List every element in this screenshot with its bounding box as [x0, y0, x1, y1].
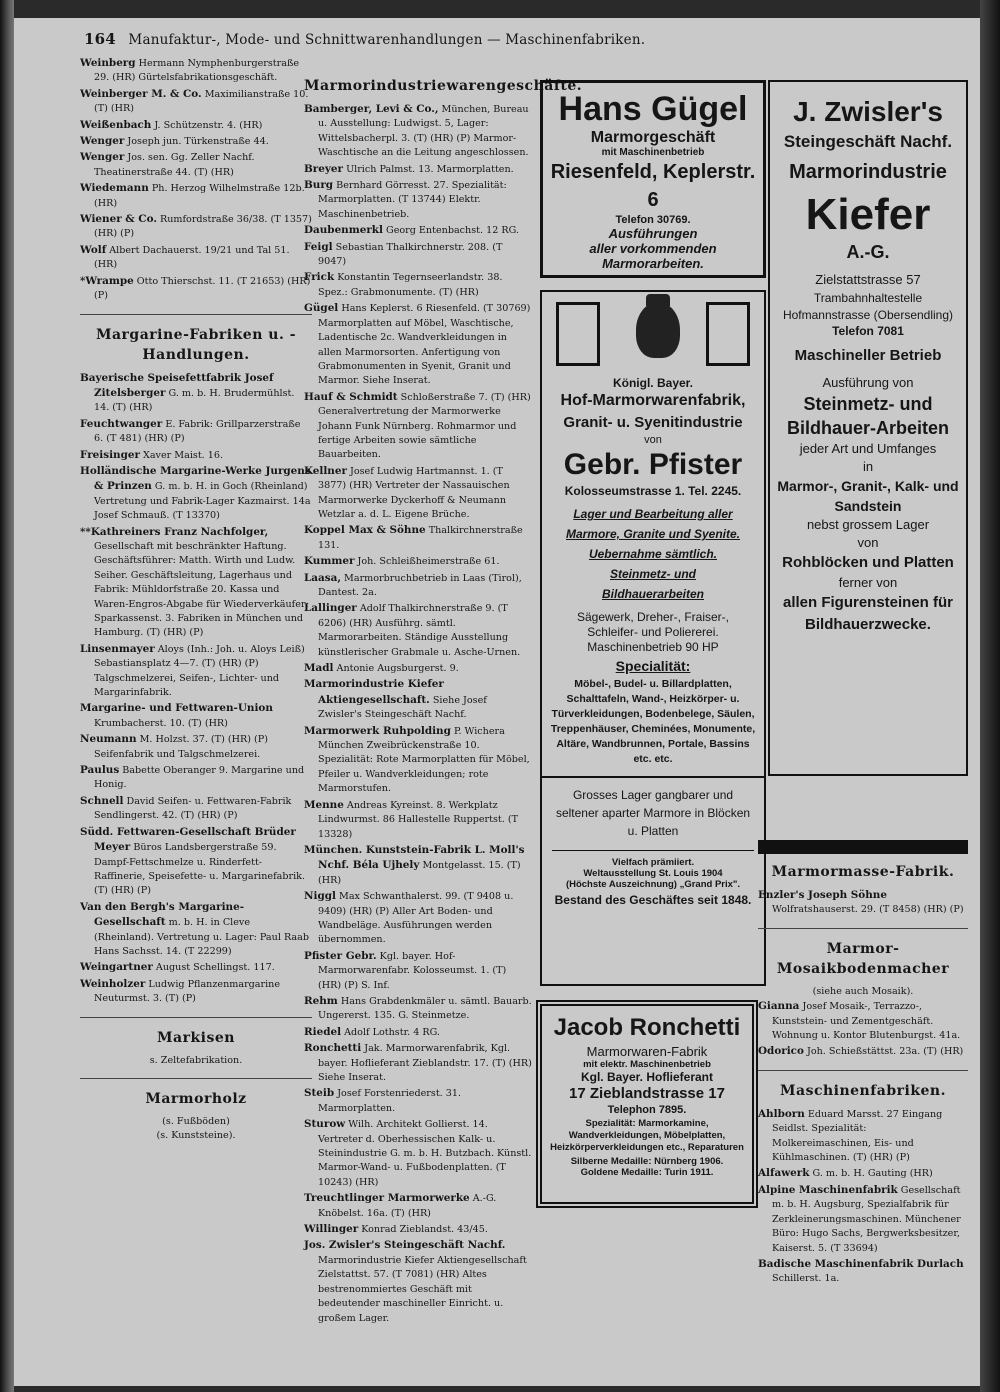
- entry-text: Siehe Josef Zwisler's Steingeschäft Nachf.: [318, 694, 487, 721]
- entry-text: Hans Keplerst. 6 Riesenfeld. (T 30769) Marmorplatten auf Möbel, Waschtische, Ladentische 2c. Wandverkleidungen in allen Marmorsorten. Anfertigung von Grabmonumenten in Syenit, Granit und Marmor. Siehe Inserat.: [318, 303, 531, 387]
- list-item: [80, 794, 312, 824]
- list-item: [80, 87, 312, 117]
- entry-name: Neumann: [80, 733, 137, 746]
- list-item: [304, 677, 532, 722]
- ad-ronchetti-name: Jacob Ronchetti: [553, 1014, 741, 1041]
- entry-text: Joh. Schleißheimerstraße 61.: [357, 556, 500, 568]
- list-item: [80, 701, 312, 731]
- list-item: [304, 1222, 532, 1237]
- entry-text: Hans Grabdenkmäler u. sämtl. Bauarb. Ungererst. 135. G. Steinmetze.: [318, 995, 532, 1022]
- entry-name: Freisinger: [80, 448, 140, 461]
- entry-name: Willinger: [304, 1223, 359, 1236]
- section-marmorindustrie: Marmorindustriewarengeschäfte.: [304, 78, 583, 94]
- list-item: [304, 1086, 532, 1116]
- entry-name: Weinholzer: [80, 977, 146, 990]
- entry-text: Marmorbruchbetrieb in Laas (Tirol), Dantest. 2a.: [318, 572, 522, 598]
- list-item: [80, 371, 312, 416]
- entry-name: Paulus: [80, 764, 120, 777]
- entry-text: August Schellingst. 117.: [155, 962, 275, 974]
- ad-zwisler-name: J. Zwisler's: [793, 96, 943, 127]
- markisen-reference: s. Zeltefabrikation.: [149, 1054, 243, 1066]
- list-item: [304, 1238, 532, 1325]
- ad-ronchetti-medal: Silberne Medaille: Nürnberg 1906.: [570, 1156, 724, 1167]
- entry-name: Madl: [304, 662, 334, 675]
- ad-pfister-line: Hof-Marmorwarenfabrik,: [560, 392, 746, 409]
- list-item: [304, 661, 532, 676]
- ad-zwisler-betrieb: Maschineller Betrieb: [794, 347, 942, 364]
- entry-text: G. m. b. H. Brudermühlst. 14. (T) (HR): [94, 387, 295, 414]
- entry-name: Ahlborn: [758, 1107, 805, 1120]
- entry-text: Rumfordstraße 36/38. (T 1357) (HR) (P): [94, 214, 312, 240]
- entry-name: Bayerische Speisefettfabrik Josef Zitelsberger: [80, 371, 274, 399]
- ad-pfister-line: Granit- u. Syenitindustrie: [563, 414, 743, 431]
- list-item: [304, 843, 532, 888]
- entry-name: Kellner: [304, 464, 347, 477]
- ad-pfister-name: Gebr. Pfister: [563, 448, 743, 481]
- list-item: [304, 270, 532, 300]
- divider-thick: [758, 840, 968, 854]
- entry-name: Hauf & Schmidt: [304, 390, 398, 403]
- ad-guegel-line: Marmorgeschäft: [590, 129, 716, 146]
- list-item: [758, 1183, 968, 1256]
- royal-crest-icon: [636, 302, 680, 358]
- entry-text: G. m. b. H. in Goch (Rheinland) Vertretung und Fabrik-Lager Kazmairst. 14a Josef Schmauß. (T 13370): [94, 481, 311, 522]
- entry-name: Laasa,: [304, 571, 341, 584]
- section-mosaik: Marmor-Mosaikbodenmacher: [776, 940, 950, 977]
- entry-name: Frick: [304, 271, 335, 284]
- entry-name: Feuchtwanger: [80, 417, 163, 430]
- list-item: [304, 571, 532, 601]
- entry-name: Daubenmerkl: [304, 224, 383, 237]
- ad-ronchetti-address: 17 Zieblandstrasse 17: [569, 1085, 725, 1102]
- list-item: [304, 994, 532, 1024]
- ad-zwisler-text: nebst grossem Lager: [806, 517, 930, 532]
- entry-text: Jos. sen. Gg. Zeller Nachf. Theatinerstraße 44. (T) (HR): [94, 152, 255, 178]
- mosaik-reference: (siehe auch Mosaik).: [812, 985, 914, 997]
- entry-name: Treuchtlinger Marmorwerke: [304, 1192, 470, 1205]
- list-item: [304, 1041, 532, 1085]
- list-item: [80, 181, 312, 211]
- entry-name: Alpine Maschinenfabrik: [758, 1183, 898, 1196]
- entry-name: Koppel Max & Söhne: [304, 524, 426, 537]
- entry-name: Wiener & Co.: [80, 213, 157, 226]
- entry-text: M. Holzst. 37. (T) (HR) (P) Seifenfabrik und Talgschmelzerei.: [94, 734, 268, 760]
- entry-name: Gügel: [304, 302, 339, 315]
- entry-text: Max Schwanthalerst. 99. (T 9408 u. 9409) (HR) (P) Aller Art Boden- und Wandbeläge. Ausführungen werden übernommen.: [318, 891, 514, 946]
- ad-zwisler-line: Marmorindustrie: [789, 161, 947, 183]
- entry-text: Schillerst. 1a.: [772, 1273, 840, 1285]
- entry-text: Ph. Herzog Wilhelmstraße 12b. (HR): [94, 183, 305, 209]
- entry-text: Babette Oberanger 9. Margarine und Honig.: [94, 765, 305, 791]
- ad-zwisler-fig: allen Figurensteinen für Bildhauerzwecke.: [782, 594, 954, 633]
- ad-zwisler-text: ferner von: [838, 575, 898, 590]
- entry-name: Steib: [304, 1087, 335, 1100]
- list-item: [304, 223, 532, 238]
- list-item: [304, 1117, 532, 1190]
- divider: [758, 1070, 968, 1071]
- entry-name: Linsenmayer: [80, 642, 155, 655]
- entry-text: Jak. Marmorwarenfabrik, Kgl. bayer. Hoflieferant Zieblandstr. 17. (T) (HR) Siehe Inserat.: [318, 1043, 532, 1083]
- entry-name: Weinberg: [80, 57, 136, 69]
- entry-name: Feigl: [304, 240, 333, 253]
- entry-name: Gianna: [758, 1000, 800, 1013]
- entry-name: Holländische Margarine-Werke Jurgens & Prinzen: [80, 464, 311, 493]
- divider: [80, 1017, 312, 1018]
- ad-pfister: [540, 290, 766, 778]
- divider: [758, 928, 968, 929]
- ad-zwisler-text: in: [862, 459, 874, 474]
- ad-pfister-award: Bestand des Geschäftes seit 1848.: [554, 893, 752, 907]
- entry-text: Sebastian Thalkirchnerstr. 208. (T 9047): [318, 241, 503, 268]
- entry-text: Eduard Marsst. 27 Eingang Seidlst. Spezialität: Molkereimaschinen, Eis- und Kühlmaschinen. (T) (HR) (P): [772, 1108, 943, 1164]
- list-item: [80, 243, 312, 273]
- entry-text: G. m. b. H. Gauting (HR): [812, 1168, 933, 1180]
- ad-pfister-line: von: [644, 434, 662, 446]
- section-maschinenfabriken: Maschinenfabriken.: [780, 1082, 946, 1099]
- entry-text: Schloßerstraße 7. (T) (HR) Generalvertretung der Marmorwerke Johann Funk Nürnberg. Rohmarmor und fertige Arbeiten sowie sämtliche Bauarbeiten.: [318, 391, 531, 461]
- entry-name: Kummer: [304, 555, 355, 568]
- entry-text: Josef Mosaik-, Terrazzo-, Kunststein- und Zementgeschäft. Wohnung u. Kontor Blutenburgst. 41a.: [772, 1001, 961, 1042]
- ad-guegel-slogan: Ausführungen: [608, 226, 698, 241]
- ad-pfister-werk: Sägewerk, Dreher-, Fraiser-, Schleifer- und Poliererei. Maschinenbetrieb 90 HP: [576, 610, 730, 654]
- entry-text: Adolf Lothstr. 4 RG.: [344, 1026, 440, 1038]
- entry-text: Gesellschaft mit beschränkter Haftung. Geschäftsführer: Matth. Wirth und Ludw. Seiher. Geschäftsleitung, Lagerhaus und Fabrik: Mühldorfstraße 20. Kassa und Waren-Engros-Abgabe für Wiederverkäufer: Sparkassenst. 3. Fabriken in München und Hamburg. (T) (HR) (P): [94, 540, 309, 639]
- entries-maschinen: [758, 1107, 968, 1287]
- ad-zwisler-phone: Telefon 7081: [832, 324, 904, 338]
- entry-name: *Wrampe: [80, 274, 134, 287]
- list-item: [304, 523, 532, 553]
- entry-text: Andreas Kyreinst. 8. Werkplatz Lindwurmst. 86 Hallestelle Ruppertst. (T 13328): [318, 799, 519, 840]
- ad-ronchetti-phone: Telephon 7895.: [607, 1104, 687, 1116]
- entry-text: A.-G. Knöbelst. 16a. (T) (HR): [318, 1193, 497, 1219]
- ad-pfister-spez: Specialität:: [615, 658, 691, 674]
- entry-name: Odorico: [758, 1045, 804, 1058]
- ad-ronchetti-line: mit elektr. Maschinenbetrieb: [583, 1059, 711, 1070]
- ad-zwisler-materials: Marmor-, Granit-, Kalk- und Sandstein: [777, 478, 959, 514]
- ad-guegel-slogan: aller vorkommenden: [589, 241, 717, 256]
- entry-text: David Seifen- u. Fettwaren-Fabrik Sendlingerst. 42. (T) (HR) (P): [94, 795, 292, 822]
- divider: [80, 1078, 312, 1079]
- ad-pfister-line: Königl. Bayer.: [612, 376, 694, 390]
- page-number: 164: [84, 30, 116, 48]
- ad-zwisler-text: jeder Art und Umfanges: [799, 441, 937, 456]
- list-item: [758, 999, 968, 1043]
- ad-guegel-line: mit Maschinenbetrieb: [601, 147, 705, 158]
- entry-text: P. Wichera München Zweibrückenstraße 10. Spezialität: Rote Marmorplatten für Möbel, Pfeiler u. Wandverkleidungen; rote Marmorstufen.: [318, 725, 530, 795]
- column-middle: [304, 76, 583, 1327]
- entry-name: Wiedemann: [80, 182, 149, 195]
- entry-text: Krumbacherst. 10. (T) (HR): [94, 717, 228, 729]
- list-item: [80, 448, 312, 463]
- entry-text: München, Bureau u. Ausstellung: Ludwigst. 5, Lager: Wittelsbacherpl. 3. (T) (HR) (P) Marmor-Waschtische an die Leitung angeschlossen.: [318, 104, 529, 159]
- entry-name: Lallinger: [304, 602, 357, 615]
- list-item: [304, 798, 532, 842]
- divider: [80, 314, 312, 315]
- list-item: [304, 464, 532, 523]
- list-item: [80, 960, 312, 975]
- ad-pfister-award: (Höchste Auszeichnung) „Grand Prix".: [565, 879, 741, 890]
- list-item: [304, 1025, 532, 1040]
- entry-text: Xaver Maist. 16.: [143, 449, 224, 461]
- list-item: [304, 601, 532, 660]
- ad-hans-guegel: [540, 80, 766, 278]
- entry-name: Niggl: [304, 890, 336, 903]
- list-item: [80, 525, 312, 641]
- list-item: [80, 56, 312, 86]
- list-item: [304, 162, 532, 177]
- entry-name: München. Kunststein-Fabrik L. Moll's Nchf. Béla Ujhely: [304, 843, 525, 872]
- ad-zwisler-text: von: [857, 535, 879, 550]
- ad-pfister-award: Weltausstellung St. Louis 1904: [583, 868, 723, 879]
- entry-name: Alfawerk: [758, 1167, 810, 1180]
- marmorholz-reference: (s. Fußböden): [162, 1115, 230, 1127]
- entry-name: Weißenbach: [80, 118, 152, 131]
- entry-text: Ulrich Palmst. 13. Marmorplatten.: [346, 163, 514, 175]
- entry-text: Joseph jun. Türkenstraße 44.: [127, 136, 269, 148]
- entry-text: Josef Ludwig Hartmannst. 1. (T 3877) (HR) Vertreter der Nassauischen Marmorwerke Dyckerhoff & Neumann Wetzlar a. d. L. Eigene Brüche.: [318, 465, 510, 520]
- entry-text: Kgl. bayer. Hof-Marmorwarenfabr. Kolosseumst. 1. (T) (HR) (P) S. Inf.: [318, 950, 507, 991]
- section-marmormasse: Marmormasse-Fabrik.: [771, 864, 955, 880]
- entry-text: J. Schützenstr. 4. (HR): [154, 119, 263, 131]
- list-item: [80, 732, 312, 762]
- list-item: [80, 825, 312, 899]
- entry-name: Jos. Zwisler's Steingeschäft Nachf.: [304, 1239, 506, 1252]
- entry-text: Bernhard Görresst. 27. Spezialität: Marmorplatten. (T 13744) Elektr. Maschinenbetrieb.: [318, 180, 507, 220]
- list-item: [80, 212, 312, 242]
- entries-marmor: [304, 102, 532, 1326]
- entry-name: Breyer: [304, 162, 343, 175]
- entry-name: Pfister Gebr.: [304, 949, 377, 962]
- page-edge: [980, 0, 1000, 1392]
- list-item: [304, 240, 532, 270]
- entry-text: Konstantin Tegernseerlandstr. 38. Spez.: Grabmonumente. (T) (HR): [318, 272, 503, 298]
- list-item: [80, 977, 312, 1007]
- entry-name: Riedel: [304, 1025, 342, 1038]
- list-item: [304, 390, 532, 463]
- entry-name: Menne: [304, 798, 344, 811]
- entry-text: Marmorindustrie Kiefer Aktiengesellschaft Zielstattst. 57. (T 7081) (HR) Altes bestrenommiertes Geschäft mit bedeutender maschineller Einricht. u. großem Lager.: [318, 1254, 527, 1324]
- entry-name: Badische Maschinenfabrik Durlach: [758, 1257, 964, 1270]
- entry-text: Antonie Augsburgerst. 9.: [336, 663, 459, 675]
- entry-text: Konrad Zieblandst. 43/45.: [361, 1224, 488, 1236]
- entry-name: Wenger: [80, 135, 125, 148]
- entries-w: [80, 56, 312, 304]
- ad-ronchetti: [536, 1000, 758, 1208]
- list-item: [304, 724, 532, 797]
- ad-guegel-name: Hans Gügel: [558, 90, 748, 128]
- list-item: [304, 301, 532, 388]
- entry-text: Büros Landsbergerstraße 59. Dampf-Fettschmelze u. Rinderfett-Raffinerie, Speisefette- u. Margarinefabrik. (T) (HR) (P): [94, 842, 306, 897]
- entry-text: Otto Thierschst. 11. (T 21653) (HR) (P): [94, 275, 311, 302]
- list-item: [80, 150, 312, 180]
- list-item: [304, 1191, 532, 1221]
- entry-text: Adolf Thalkirchnerstraße 9. (T 6206) (HR) Ausführg. sämtl. Marmorarbeiten. Ständige Ausstellung künstlerischer Grabmale u. Asche-Urnen.: [318, 603, 521, 658]
- ad-pfister-award: Vielfach prämiiert.: [611, 857, 695, 868]
- list-item: [304, 889, 532, 948]
- ad-pfister-lower: [540, 778, 766, 986]
- list-item: [304, 949, 532, 993]
- ad-pfister-lager: Grosses Lager gangbarer und seltener aparter Marmore in Blöcken u. Platten: [555, 788, 751, 838]
- entry-text: Hermann Nymphenburgerstraße 29. (HR) Gürtelsfabrikationsgeschäft.: [94, 58, 300, 84]
- page-header: [84, 30, 645, 48]
- ad-ronchetti-medal: Goldene Medaille: Turin 1911.: [580, 1167, 714, 1178]
- marmorholz-reference: (s. Kunststeine).: [156, 1130, 236, 1142]
- ad-guegel-address: Riesenfeld, Keplerstr. 6: [550, 161, 756, 211]
- entry-name: Wolf: [80, 243, 107, 256]
- section-marmorholz: Marmorholz: [145, 1090, 247, 1107]
- ad-ronchetti-spez: Spezialität: Marmorkamine, Wandverkleidungen, Möbelplatten, Heizkörperverkleidungen etc., Reparaturen: [550, 1118, 744, 1153]
- entry-text: Aloys (Inh.: Joh. u. Aloys Leiß) Sebastiansplatz 4—7. (T) (HR) (P) Talgschmelzerei, Seifen-, Lichter- und Margarinfabrik.: [94, 643, 305, 699]
- entry-name: Sturow: [304, 1118, 346, 1131]
- list-item: [758, 1107, 968, 1166]
- ad-zwisler-tram: Trambahnhaltestelle Hofmannstrasse (Obersendling): [782, 291, 954, 322]
- ornament-left-icon: [556, 302, 600, 366]
- entry-name: Schnell: [80, 794, 124, 807]
- list-item: [80, 464, 312, 524]
- entry-name: **Kathreiners Franz Nachfolger,: [80, 525, 269, 538]
- entry-text: Thalkirchnerstraße 131.: [318, 525, 523, 551]
- entries-margarine: [80, 371, 312, 1007]
- ad-pfister-services: Lager und Bearbeitung aller Marmore, Granite und Syenite. Uebernahme sämtlich. Steinmetz- und Bildhauerarbeiten: [565, 507, 741, 601]
- entry-text: m. b. H. in Cleve (Rheinland). Vertretung u. Lager: Paul Raab Hans Sachsst. 14. (T 22299): [94, 917, 309, 957]
- entry-text: E. Fabrik: Grillparzerstraße 6. (T 481) (HR) (P): [94, 418, 301, 445]
- list-item: [80, 134, 312, 149]
- ad-zwisler: [768, 80, 968, 776]
- entry-name: Südd. Fettwaren-Gesellschaft Brüder Meyer: [80, 825, 296, 854]
- ad-pfister-spez-text: Möbel-, Budel- u. Billardplatten, Schalttafeln, Wand-, Heizkörper- u. Türverkleidungen, Bodenbelege, Säulen, Treppenhäuser, Cheminées, Monumente, Altäre, Wandbrunnen, Portale, Bassins etc. etc.: [550, 678, 756, 765]
- entry-name: Rehm: [304, 994, 338, 1007]
- list-item: [80, 642, 312, 701]
- entry-name: Weingartner: [80, 961, 153, 974]
- ad-guegel-slogan: Marmorarbeiten.: [602, 256, 704, 271]
- list-item: [758, 1257, 968, 1287]
- list-item: [304, 178, 532, 222]
- book-binding: [0, 0, 14, 1392]
- entries-mosaik: [758, 999, 968, 1060]
- entry-name: Van den Bergh's Margarine-Gesellschaft: [80, 900, 245, 929]
- entry-name: Marmorindustrie Kiefer Aktiengesellschaft.: [304, 678, 444, 706]
- entry-name: Ronchetti: [304, 1042, 362, 1055]
- list-item: [80, 763, 312, 793]
- entry-name: Weinberger M. & Co.: [80, 87, 202, 100]
- ad-zwisler-kiefer: Kiefer: [805, 190, 931, 239]
- entry-text: Josef Forstenriederst. 31. Marmorplatten.: [318, 1088, 462, 1114]
- list-item: [758, 1166, 968, 1181]
- entry-name: Burg: [304, 179, 334, 192]
- ad-zwisler-sb: Steinmetz- und Bildhauer-Arbeiten: [786, 394, 950, 438]
- entry-name: Wenger: [80, 151, 125, 164]
- list-item: [304, 102, 532, 161]
- entry-text: Joh. Schießstättst. 23a. (T) (HR): [807, 1046, 964, 1058]
- ad-ronchetti-line: Marmorwaren-Fabrik: [586, 1044, 708, 1059]
- list-item: [80, 900, 312, 960]
- list-item: [80, 417, 312, 447]
- column-left: [80, 56, 312, 1144]
- page-title: Manufaktur-, Mode- und Schnittwarenhandlungen — Maschinenfabriken.: [128, 32, 646, 48]
- list-item: Enzler's Joseph Söhne Wolfratshauserst. 29. (T 8458) (HR) (P): [758, 889, 964, 916]
- entry-name: Margarine- und Fettwaren-Union: [80, 702, 273, 715]
- ad-zwisler-text: Ausführung von: [822, 375, 914, 390]
- section-margarine: Margarine-Fabriken u. -Handlungen.: [95, 326, 297, 363]
- list-item: [758, 1044, 968, 1059]
- entry-text: Wilh. Architekt Gollierst. 14. Vertreter d. Oberhessischen Kalk- u. Steinindustrie G. m. b. H. Butzbach. Künstl. Marmor-Wand- u. Fußbodenplatten. (T 10243) (HR): [318, 1119, 532, 1188]
- entry-text: Albert Dachauerst. 19/21 und Tal 51. (HR): [94, 244, 290, 271]
- entry-text: Maximilianstraße 10. (T) (HR): [94, 88, 309, 115]
- list-item: [304, 554, 532, 569]
- entry-text: Gesellschaft m. b. H. Augsburg, Spezialfabrik für Zerkleinerungsmaschinen. Münchener Büro: Hugo Sachs, Bergwerksbesitzer, Kaiserst. 5. (T 33694): [772, 1184, 961, 1254]
- entry-name: Bamberger, Levi & Co.,: [304, 103, 439, 115]
- list-item: [80, 274, 312, 304]
- section-markisen: Markisen: [157, 1029, 235, 1046]
- entry-name: Marmorwerk Ruhpolding: [304, 724, 451, 737]
- entry-text: Ludwig Pflanzenmargarine Neuturmst. 3. (T) (P): [94, 978, 281, 1005]
- entry-text: Montgelasst. 15. (T) (HR): [318, 860, 521, 886]
- ad-zwisler-address: Zielstattstrasse 57: [815, 272, 921, 287]
- ad-zwisler-ag: A.-G.: [846, 242, 890, 262]
- ad-zwisler-line: Steingeschäft Nachf.: [783, 132, 953, 151]
- column-right: [758, 836, 968, 1288]
- ad-guegel-phone: Telefon 30769.: [615, 214, 691, 226]
- ad-zwisler-roh: Rohblöcken und Platten: [782, 554, 954, 571]
- ornament-right-icon: [706, 302, 750, 366]
- ad-pfister-address: Kolosseumstrasse 1. Tel. 2245.: [564, 484, 742, 498]
- list-item: [80, 118, 312, 133]
- entry-text: Georg Entenbachst. 12 RG.: [386, 225, 519, 237]
- ad-ronchetti-line: Kgl. Bayer. Hoflieferant: [580, 1070, 714, 1084]
